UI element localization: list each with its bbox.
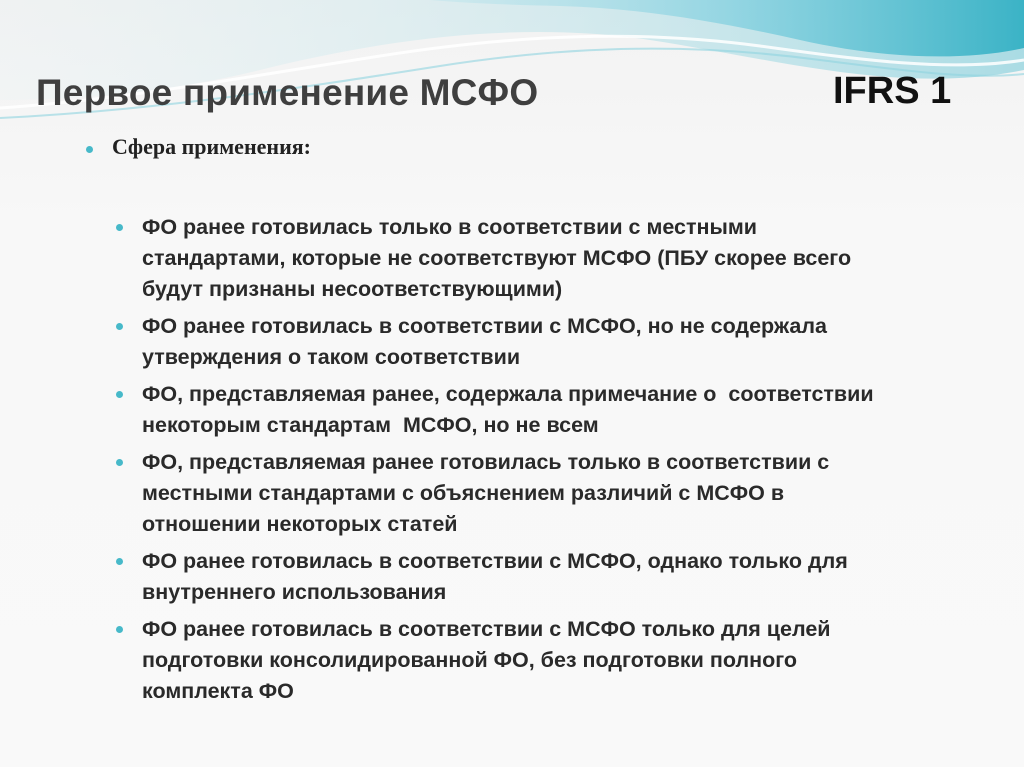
list-item-line: ФО ранее готовилась только в соответствии с местными [142, 215, 757, 239]
list-item [116, 447, 996, 540]
list-item-line: утверждения о таком соответствии [142, 345, 521, 369]
list-item [116, 614, 996, 707]
list-item [116, 379, 996, 441]
bullet-icon [116, 459, 123, 466]
standard-code: IFRS 1 [833, 70, 952, 112]
list-item-line: внутреннего использования [142, 580, 447, 604]
list-item-line: ФО, представляемая ранее, содержала примечание о соответствии [142, 382, 874, 406]
list-item-line: некоторым стандартам МСФО, но не всем [142, 413, 599, 437]
list-item-line: отношении некоторых статей [142, 512, 458, 536]
list-item-line: подготовки консолидированной ФО, без подготовки полного [142, 648, 798, 672]
bullet-icon [116, 626, 123, 633]
list-item-line: ФО ранее готовилась в соответствии с МСФО, но не содержала [142, 314, 827, 338]
bullet-icon [116, 391, 123, 398]
list-item-line: стандартами, которые не соответствуют МСФО (ПБУ скорее всего [142, 246, 852, 270]
list-item-line: будут признаны несоответствующими) [142, 277, 563, 301]
list-item [116, 311, 996, 373]
list-item [116, 212, 996, 305]
page-title: Первое применение МСФО [36, 72, 539, 113]
bullet-icon [86, 146, 93, 153]
list-item-line: местными стандартами с объяснением различий с МСФО в [142, 481, 785, 505]
bullet-icon [116, 558, 123, 565]
bullet-icon [116, 323, 123, 330]
list-item [116, 546, 996, 608]
scope-label: Сфера применения: [112, 134, 311, 159]
bullet-list [116, 212, 996, 713]
list-item-line: комплекта ФО [142, 679, 294, 703]
list-item-line: ФО ранее готовилась в соответствии с МСФО только для целей [142, 617, 831, 641]
list-item-line: ФО, представляемая ранее готовилась только в соответствии с [142, 450, 830, 474]
list-item-line: ФО ранее готовилась в соответствии с МСФО, однако только для [142, 549, 848, 573]
bullet-icon [116, 224, 123, 231]
